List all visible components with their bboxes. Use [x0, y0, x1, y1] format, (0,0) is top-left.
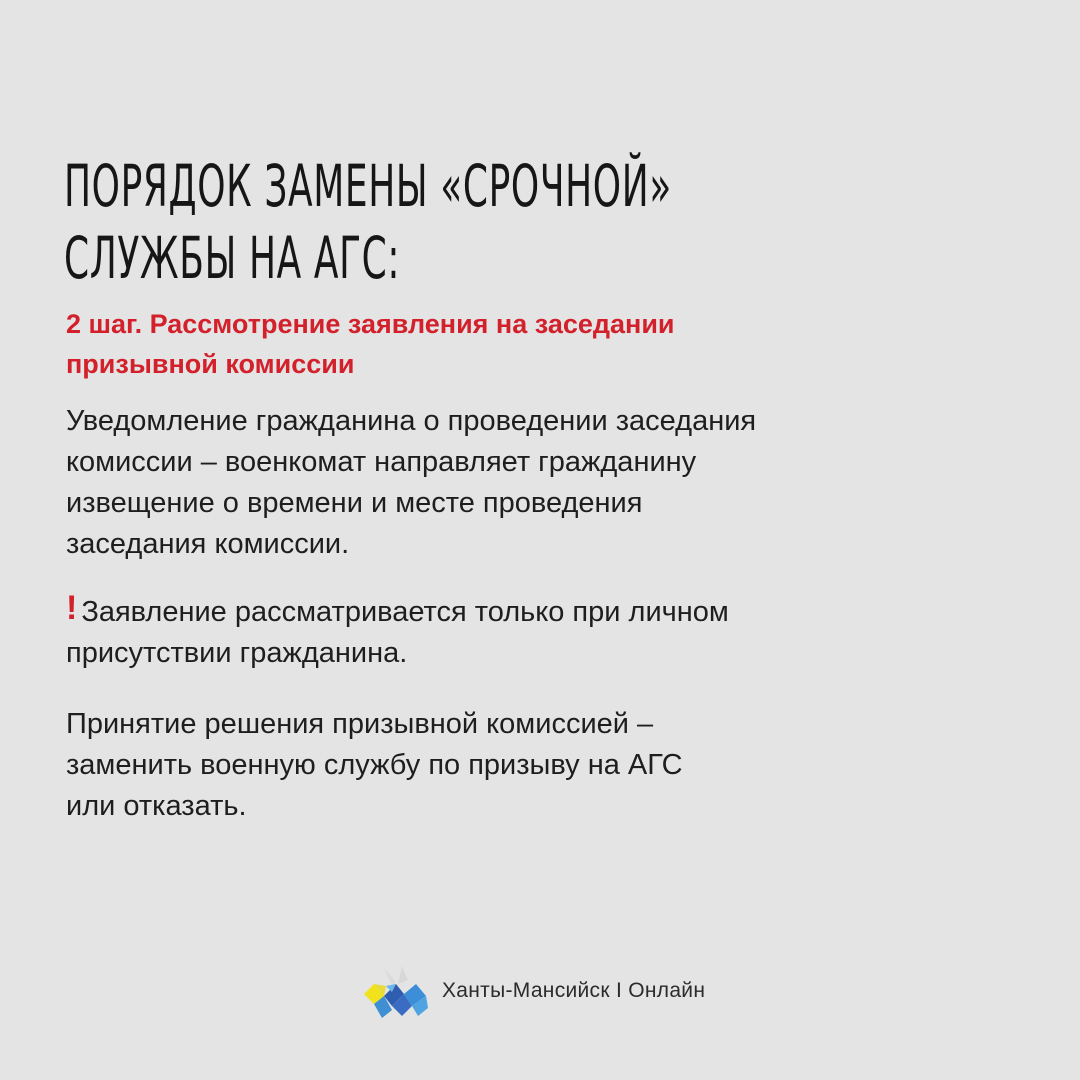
brand-name: Ханты-Мансийск I Онлайн: [442, 979, 706, 1002]
exclamation-icon: !: [66, 589, 78, 627]
step-subtitle-line-1: 2 шаг. Рассмотрение заявления на заседании: [66, 309, 675, 339]
notification-line-4: заседания комиссии.: [66, 528, 350, 560]
page-title-line-2: СЛУЖБЫ НА АГС:: [64, 224, 401, 292]
notification-line-2: комиссии – военкомат направляет гражданину: [66, 446, 697, 478]
khanty-mansiysk-online-logo-icon: [362, 962, 430, 1024]
notification-line-3: извещение о времени и месте проведения: [66, 487, 643, 519]
decision-line-2: заменить военную службу по призыву на АГС: [66, 749, 683, 781]
page-title: [64, 150, 672, 294]
notification-line-1: Уведомление гражданина о проведении заседания: [66, 405, 757, 437]
decision-line-3: или отказать.: [66, 790, 247, 822]
decision-line-1: Принятие решения призывной комиссией –: [66, 708, 654, 740]
step-subtitle-line-2: призывной комиссии: [66, 349, 355, 379]
personal-presence-paragraph: [66, 589, 966, 674]
page-title-line-1: ПОРЯДОК ЗАМЕНЫ «СРОЧНОЙ»: [64, 152, 672, 220]
footer-branding: [362, 962, 705, 1024]
notification-paragraph: [66, 401, 966, 565]
personal-presence-text-1: Заявление рассматривается только при личном: [81, 596, 729, 628]
decision-paragraph: [66, 704, 966, 827]
personal-presence-line-1: [66, 589, 966, 633]
personal-presence-line-2: присутствии гражданина.: [66, 637, 408, 669]
step-subtitle: [66, 304, 966, 384]
